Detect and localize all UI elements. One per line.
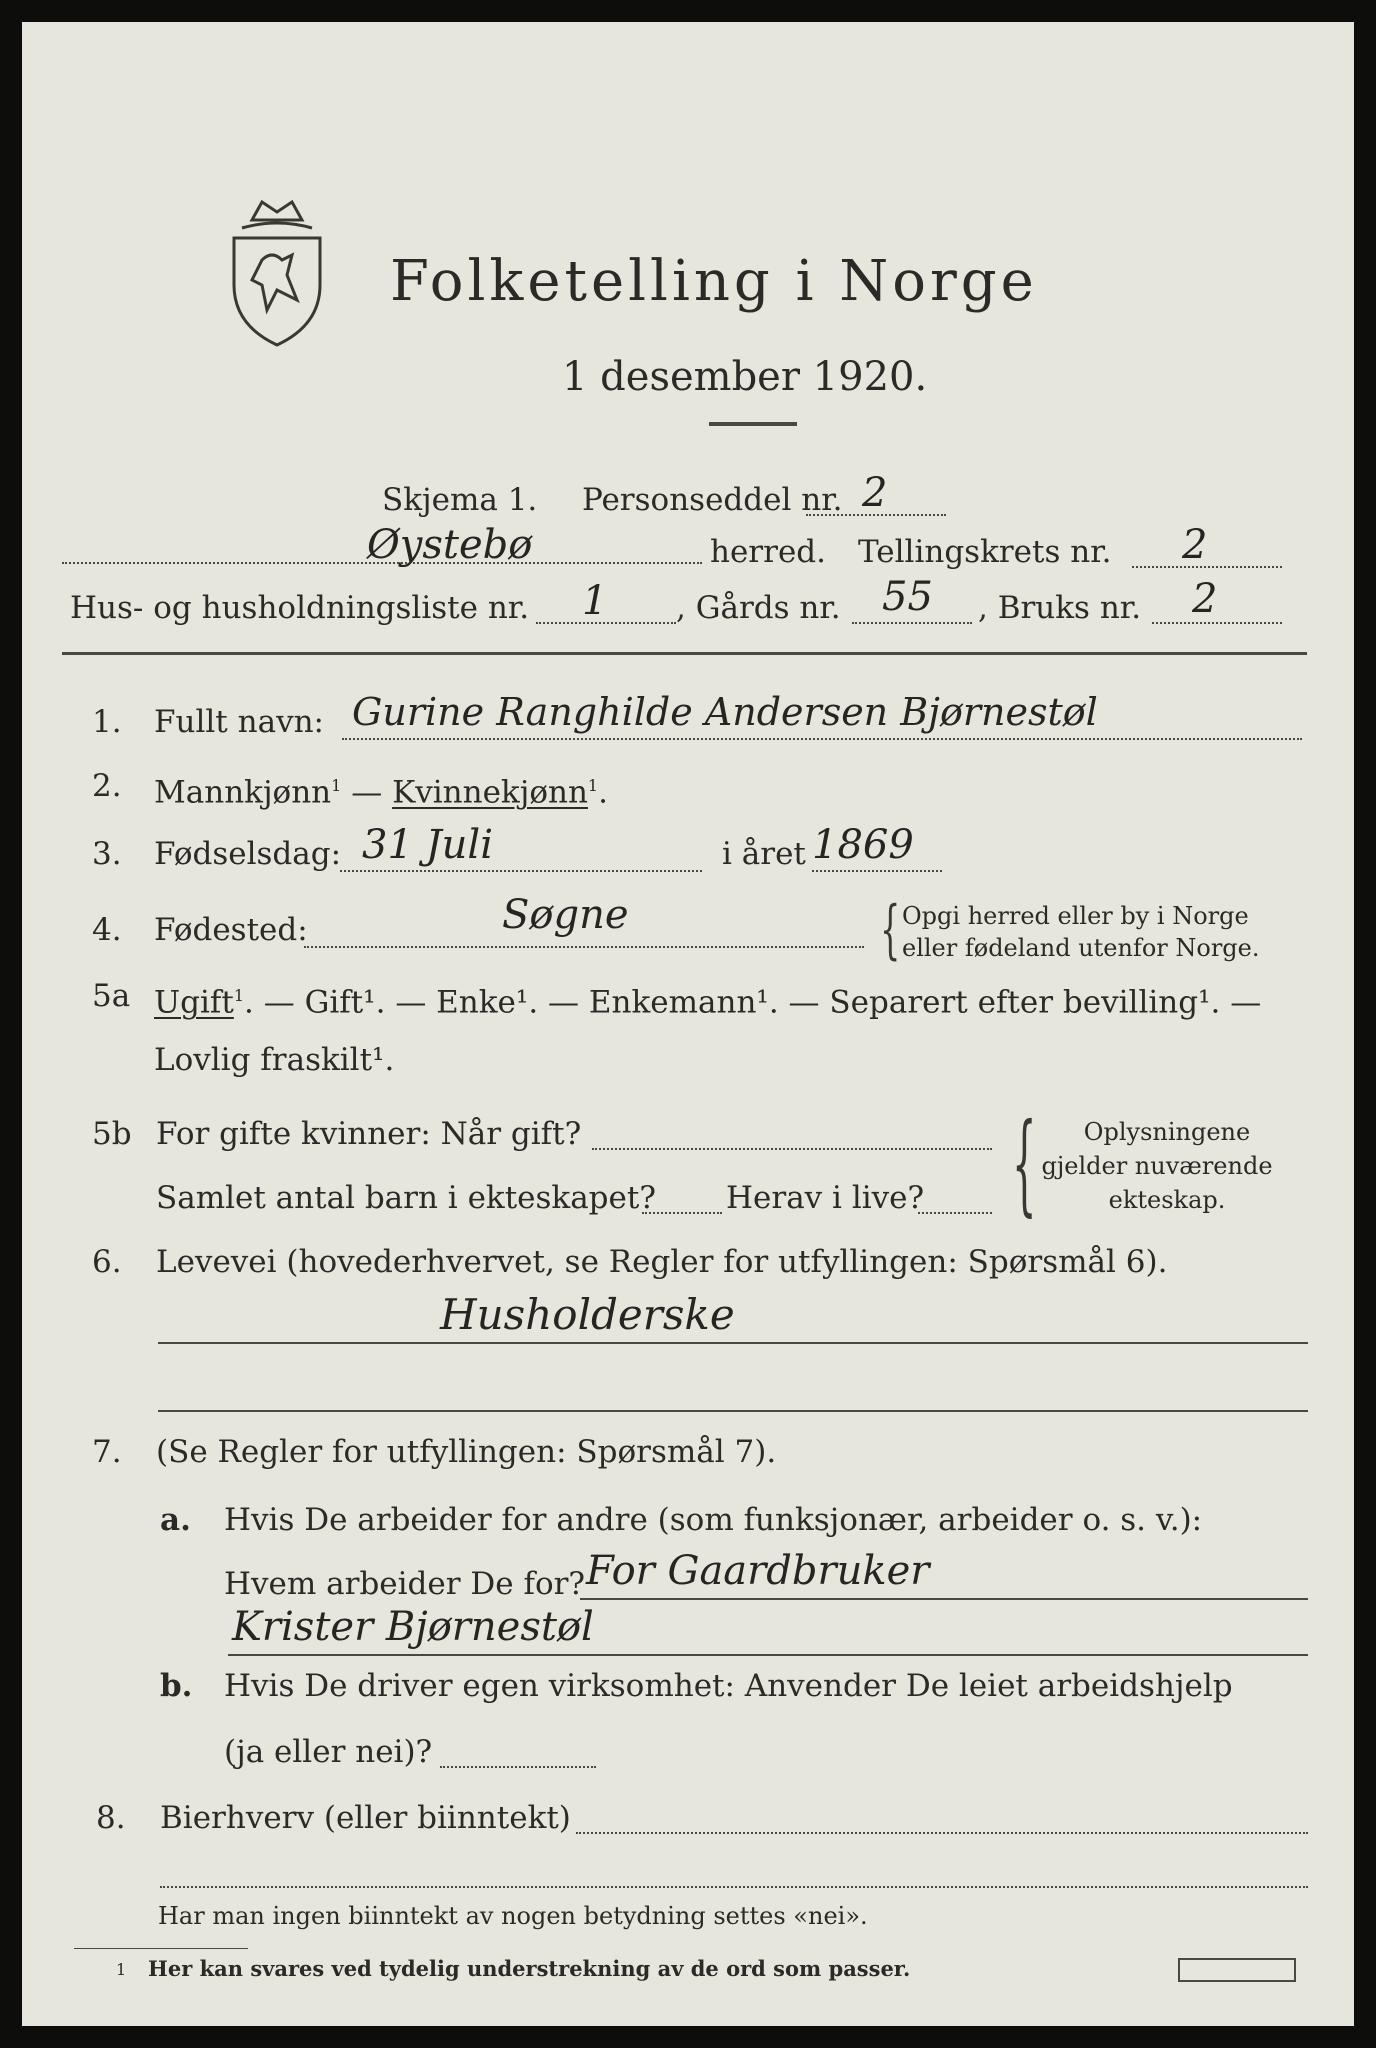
form-date: 1 desember 1920. <box>562 354 928 400</box>
q7-number: 7. <box>92 1434 122 1470</box>
bruks-label: , Bruks nr. <box>978 590 1142 626</box>
q5a-number: 5a <box>92 978 131 1014</box>
printer-stamp <box>1178 1958 1296 1982</box>
q6-label: Levevei (hovederhvervet, se Regler for utfyllingen: Spørsmål 6). <box>156 1244 1168 1280</box>
footnote-text: Her kan svares ved tydelig understrekning av de ord som passer. <box>148 1956 911 1981</box>
employer-value-line2: Krister Bjørnestøl <box>232 1604 594 1650</box>
q7b-line2: (ja eller nei)? <box>224 1734 433 1770</box>
tellingskrets-label: Tellingskrets nr. <box>858 534 1112 570</box>
q7-label: (Se Regler for utfyllingen: Spørsmål 7). <box>156 1434 777 1470</box>
personseddel-label: Personseddel nr. <box>582 482 843 518</box>
q2-number: 2. <box>92 768 122 804</box>
q5b-note-2: gjelder nuværende <box>1041 1152 1273 1180</box>
marital-status-line2: Lovlig fraskilt¹. <box>154 1042 395 1078</box>
birth-year-value: 1869 <box>812 822 914 868</box>
husholdningsliste-value: 1 <box>582 578 608 624</box>
q2-sex: Mannkjønn$^1$ — Kvinnekjønn$^1$. <box>154 774 608 811</box>
birthplace-value: Søgne <box>502 892 629 938</box>
personseddel-value: 2 <box>862 470 888 516</box>
q3-number: 3. <box>92 836 122 872</box>
female-option: Kvinnekjønn <box>392 774 588 811</box>
birthday-value: 31 Juli <box>362 822 493 868</box>
footnote-mark: 1 <box>116 1960 127 1979</box>
q4-label: Fødested: <box>154 912 308 948</box>
gards-value: 55 <box>882 574 933 620</box>
q3-label: Fødselsdag: <box>154 836 342 872</box>
husholdningsliste-label: Hus- og husholdningsliste nr. <box>70 590 530 626</box>
marital-status-options: Ugift$^1$. — Gift¹. — Enke¹. — Enkemann¹. — Separert efter bevilling¹. — <box>154 984 1262 1021</box>
skjema-label: Skjema 1. <box>382 482 538 518</box>
q5b-line2a: Samlet antal barn i ekteskapet? <box>156 1180 656 1216</box>
q1-number: 1. <box>92 704 122 740</box>
q7a-letter: a. <box>160 1502 191 1538</box>
male-option: Mannkjønn <box>154 774 332 811</box>
norwegian-coat-of-arms-icon <box>222 190 332 350</box>
bruks-value: 2 <box>1192 576 1218 622</box>
herred-value: Øystebø <box>367 522 533 568</box>
q5b-line1: For gifte kvinner: Når gift? <box>156 1116 582 1152</box>
q5b-line2b: Herav i live? <box>726 1180 925 1216</box>
biinntekt-note: Har man ingen biinntekt av nogen betydning settes «nei». <box>158 1902 868 1930</box>
gards-label: , Gårds nr. <box>676 590 841 626</box>
q8-label: Bierhverv (eller biinntekt) <box>160 1800 571 1836</box>
birthplace-note-2: eller fødeland utenfor Norge. <box>902 934 1260 962</box>
census-form-page <box>22 22 1354 2026</box>
ugift-option: Ugift <box>154 984 234 1021</box>
q5b-note-3: ekteskap. <box>1108 1186 1226 1214</box>
form-title: Folketelling i Norge <box>390 249 1038 314</box>
q4-number: 4. <box>92 912 122 948</box>
full-name-value: Gurine Ranghilde Andersen Bjørnestøl <box>352 690 1098 734</box>
q7b-line1: Hvis De driver egen virksomhet: Anvender De leiet arbeidshjelp <box>224 1668 1233 1704</box>
q7a-line1: Hvis De arbeider for andre (som funksjonær, arbeider o. s. v.): <box>224 1502 1203 1538</box>
tellingskrets-value: 2 <box>1182 522 1208 568</box>
employer-value-line1: For Gaardbruker <box>586 1548 930 1594</box>
note-brace-2: { <box>1012 1099 1037 1227</box>
header-divider <box>62 652 1307 655</box>
birthplace-note-1: Opgi herred eller by i Norge <box>902 902 1249 930</box>
occupation-value: Husholderske <box>440 1290 735 1339</box>
q1-label: Fullt navn: <box>154 704 324 740</box>
title-divider <box>709 422 797 426</box>
note-brace: { <box>880 893 901 967</box>
q6-number: 6. <box>92 1244 122 1280</box>
q7b-letter: b. <box>160 1668 193 1704</box>
herred-label: herred. <box>710 534 826 570</box>
q7a-line2: Hvem arbeider De for? <box>224 1566 586 1602</box>
q8-number: 8. <box>96 1800 126 1836</box>
q5b-note-1: Oplysningene <box>1083 1118 1251 1146</box>
year-label: i året <box>722 836 806 872</box>
q5b-number: 5b <box>92 1116 132 1152</box>
